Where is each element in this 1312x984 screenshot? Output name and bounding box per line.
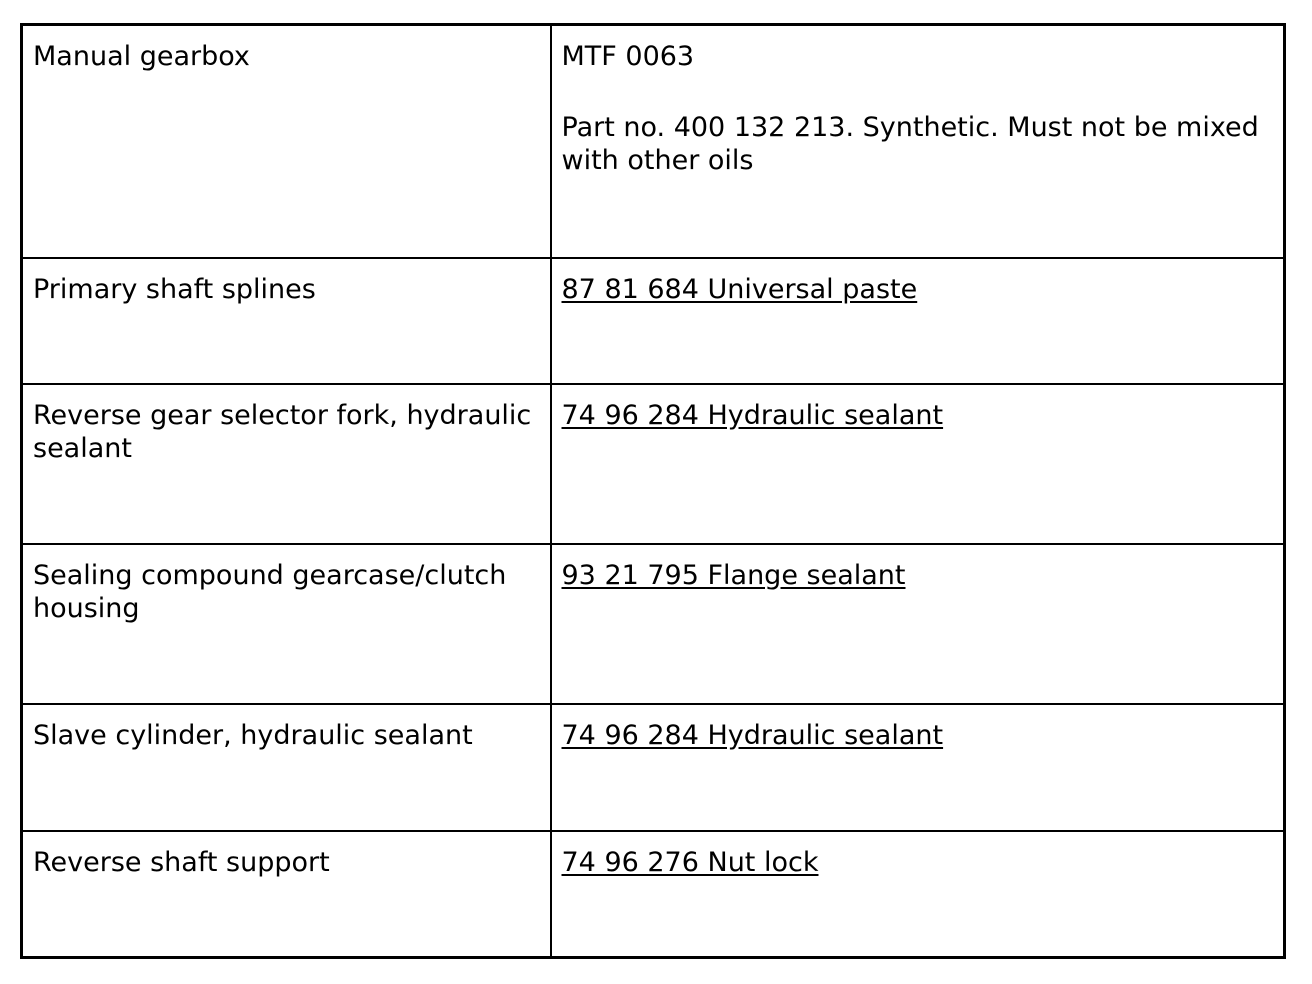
component-name: Reverse gear selector fork, hydraulic sealant	[33, 399, 532, 464]
lubricant-spec-table	[20, 23, 1286, 959]
table-row	[22, 384, 1285, 544]
spec-spacer	[562, 73, 1274, 111]
component-name: Reverse shaft support	[33, 846, 330, 878]
component-name: Sealing compound gearcase/clutch housing	[33, 559, 507, 624]
part-link-nut-lock[interactable]: 74 96 276 Nut lock	[561, 846, 819, 878]
part-link-flange-sealant[interactable]: 93 21 795 Flange sealant	[561, 559, 906, 591]
component-cell	[22, 544, 551, 704]
spec-cell	[551, 704, 1285, 831]
spec-note: Part no. 400 132 213. Synthetic. Must not be mixed with other oils	[561, 112, 1259, 176]
table-row	[22, 258, 1285, 384]
table-row	[22, 704, 1285, 831]
component-cell	[22, 258, 551, 384]
component-cell	[22, 704, 551, 831]
spec-cell	[551, 831, 1285, 958]
table-row	[22, 831, 1285, 958]
spec-cell	[551, 544, 1285, 704]
part-link-hydraulic-sealant[interactable]: 74 96 284 Hydraulic sealant	[561, 719, 944, 751]
table-row	[22, 25, 1285, 258]
component-name: Manual gearbox	[33, 41, 250, 72]
spec-title: MTF 0063	[561, 41, 695, 72]
spec-cell	[551, 384, 1285, 544]
part-link-universal-paste[interactable]: 87 81 684 Universal paste	[561, 273, 918, 305]
component-cell	[22, 25, 551, 258]
part-link-hydraulic-sealant[interactable]: 74 96 284 Hydraulic sealant	[561, 399, 944, 431]
spec-cell	[551, 258, 1285, 384]
component-name: Slave cylinder, hydraulic sealant	[33, 719, 473, 751]
component-cell	[22, 384, 551, 544]
table-row	[22, 544, 1285, 704]
spec-cell	[551, 25, 1285, 258]
component-cell	[22, 831, 551, 958]
component-name: Primary shaft splines	[33, 273, 316, 305]
